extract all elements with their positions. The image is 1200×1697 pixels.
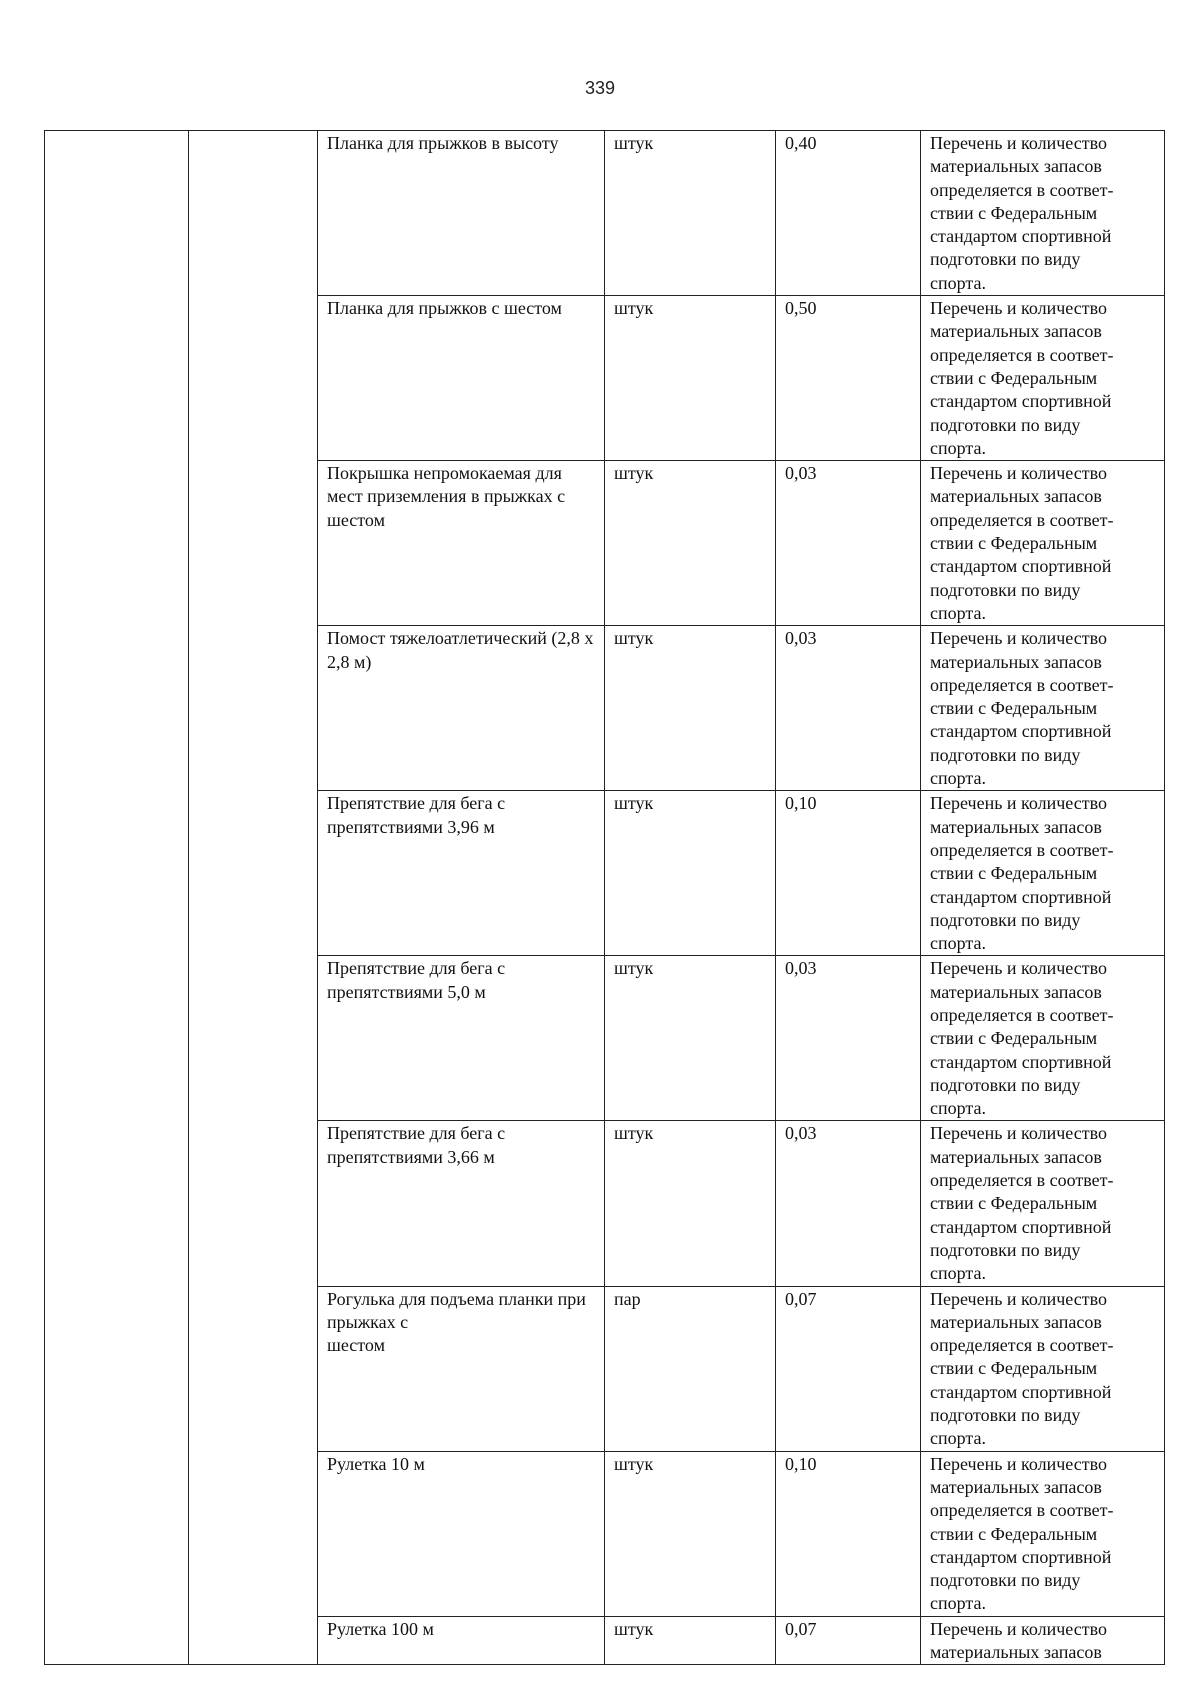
item-name-cell <box>318 1121 605 1286</box>
unit-text: штук <box>614 298 654 319</box>
note-cell <box>921 956 1165 1121</box>
unit-cell <box>605 131 776 296</box>
table-row <box>45 131 1165 296</box>
note-cell <box>921 1616 1165 1664</box>
quantity-text: 0,03 <box>785 1123 817 1144</box>
note-text: Перечень и количество материальных запасов определяется в соответ- ствии с Федеральным стандартом спортивной подготовки по виду спорта. <box>930 133 1114 293</box>
note-cell <box>921 791 1165 956</box>
item-name-text: Рулетка 100 м <box>327 1618 434 1639</box>
quantity-text: 0,03 <box>785 628 817 649</box>
unit-cell <box>605 791 776 956</box>
unit-text: штук <box>614 133 654 153</box>
note-cell <box>921 1451 1165 1616</box>
quantity-cell <box>776 1451 921 1616</box>
item-name-cell <box>318 1286 605 1451</box>
quantity-cell <box>776 1616 921 1664</box>
unit-cell <box>605 1451 776 1616</box>
item-name-text: Рулетка 10 м <box>327 1453 425 1474</box>
item-name-text: Препятствие для бега с препятствиями 3,66 м <box>327 1123 506 1167</box>
quantity-cell <box>776 296 921 461</box>
note-text: Перечень и количество материальных запасов определяется в соответ- ствии с Федеральным стандартом спортивной подготовки по виду спорта. <box>930 958 1114 1119</box>
note-text: Перечень и количество материальных запасов определяется в соответ- ствии с Федеральным стандартом спортивной подготовки по виду спорта. <box>930 1453 1114 1614</box>
unit-text: штук <box>614 463 654 484</box>
page-number: 339 <box>584 78 616 98</box>
unit-cell <box>605 1121 776 1286</box>
item-name-cell <box>318 461 605 626</box>
item-name-text: Препятствие для бега с препятствиями 5,0 м <box>327 958 506 1002</box>
note-text: Перечень и количество материальных запасов определяется в соответ- ствии с Федеральным стандартом спортивной подготовки по виду спорта. <box>930 298 1114 458</box>
quantity-cell <box>776 626 921 791</box>
unit-text: штук <box>614 628 654 649</box>
quantity-cell <box>776 461 921 626</box>
note-text: Перечень и количество материальных запасов определяется в соответ- ствии с Федеральным стандартом спортивной подготовки по виду спорта. <box>930 1123 1114 1284</box>
subsection-cell <box>189 131 318 1665</box>
item-name-text: Рогулька для подъема планки при прыжках с шестом <box>327 1288 586 1356</box>
item-name-cell <box>318 296 605 461</box>
unit-text: штук <box>614 958 654 979</box>
quantity-text: 0,07 <box>785 1288 817 1309</box>
unit-text: штук <box>614 793 654 814</box>
unit-text: штук <box>614 1618 654 1639</box>
item-name-text: Препятствие для бега с препятствиями 3,96 м <box>327 793 506 837</box>
note-cell <box>921 1286 1165 1451</box>
note-cell <box>921 626 1165 791</box>
quantity-text: 0,10 <box>785 793 817 814</box>
unit-cell <box>605 296 776 461</box>
equipment-table <box>44 130 1165 1665</box>
quantity-cell <box>776 1121 921 1286</box>
unit-cell <box>605 461 776 626</box>
unit-cell <box>605 956 776 1121</box>
item-name-cell <box>318 626 605 791</box>
item-name-cell <box>318 956 605 1121</box>
item-name-text: Планка для прыжков с шестом <box>327 298 562 319</box>
item-name-cell <box>318 1451 605 1616</box>
item-name-text: Помост тяжелоатлетический (2,8 х 2,8 м) <box>327 628 594 672</box>
quantity-text: 0,03 <box>785 958 817 979</box>
unit-text: штук <box>614 1453 654 1474</box>
item-name-cell <box>318 131 605 296</box>
unit-text: штук <box>614 1123 654 1144</box>
unit-cell <box>605 626 776 791</box>
quantity-text: 0,50 <box>785 298 817 319</box>
note-cell <box>921 1121 1165 1286</box>
item-name-cell <box>318 791 605 956</box>
unit-cell <box>605 1286 776 1451</box>
unit-text: пар <box>614 1288 641 1309</box>
note-cell <box>921 461 1165 626</box>
equipment-table-body <box>45 131 1165 1665</box>
quantity-cell <box>776 791 921 956</box>
item-name-text: Покрышка непромокаемая для мест приземления в прыжках с шестом <box>327 463 566 530</box>
quantity-text: 0,03 <box>785 463 817 484</box>
quantity-cell <box>776 1286 921 1451</box>
quantity-cell <box>776 956 921 1121</box>
note-text: Перечень и количество материальных запасов определяется в соответ- ствии с Федеральным стандартом спортивной подготовки по виду спорта. <box>930 1288 1114 1449</box>
note-cell <box>921 131 1165 296</box>
quantity-text: 0,07 <box>785 1618 817 1639</box>
note-text: Перечень и количество материальных запасов определяется в соответ- ствии с Федеральным стандартом спортивной подготовки по виду спорта. <box>930 793 1114 954</box>
quantity-cell <box>776 131 921 296</box>
unit-cell <box>605 1616 776 1664</box>
item-name-cell <box>318 1616 605 1664</box>
note-text: Перечень и количество материальных запасов определяется в соответ- ствии с Федеральным стандартом спортивной подготовки по виду спорта. <box>930 628 1114 789</box>
note-text: Перечень и количество материальных запасов определяется в соответ- ствии с Федеральным стандартом спортивной подготовки по виду спорта. <box>930 463 1114 623</box>
note-cell <box>921 296 1165 461</box>
item-name-text: Планка для прыжков в высоту <box>327 133 559 153</box>
section-cell <box>45 131 189 1665</box>
quantity-text: 0,10 <box>785 1453 817 1474</box>
note-text: Перечень и количество материальных запасов <box>930 1618 1107 1662</box>
quantity-text: 0,40 <box>785 133 817 153</box>
